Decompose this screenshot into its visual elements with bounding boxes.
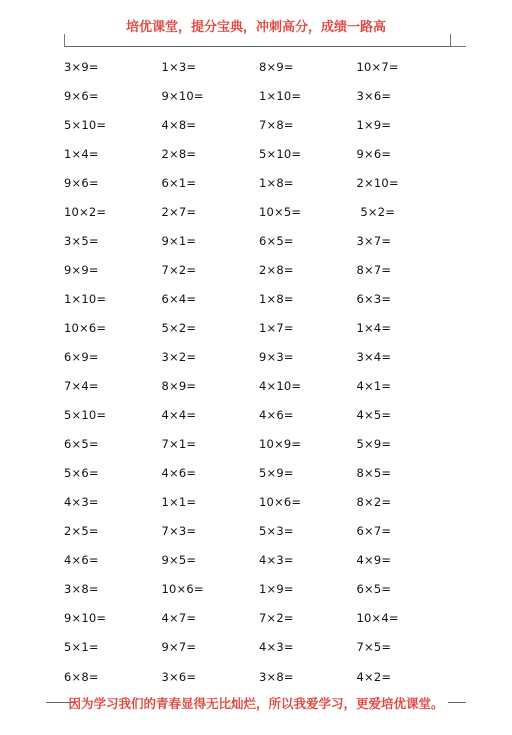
math-problem: 5×2=	[356, 204, 396, 219]
math-problem: 9×6=	[64, 88, 99, 103]
math-problem: 2×8=	[259, 262, 294, 277]
math-problem: 1×4=	[356, 320, 392, 335]
problem-row	[64, 575, 454, 604]
problem-row	[64, 633, 454, 662]
math-problem: 6×8=	[64, 669, 99, 684]
math-problem: 4×1=	[356, 379, 392, 394]
math-problem: 9×6=	[64, 175, 99, 190]
math-problem: 5×10=	[64, 408, 107, 423]
math-problem: 10×6=	[64, 320, 107, 335]
math-problem: 6×7=	[356, 524, 392, 539]
math-problem: 4×2=	[356, 669, 392, 684]
math-problem: 9×10=	[64, 611, 107, 626]
problem-row	[64, 81, 454, 110]
math-problem: 9×7=	[161, 640, 197, 655]
problem-row	[64, 284, 454, 313]
problem-row	[64, 604, 454, 633]
math-problem: 1×3=	[161, 59, 197, 74]
math-problem: 3×6=	[161, 669, 197, 684]
problem-row	[64, 52, 454, 81]
math-problem: 3×6=	[356, 88, 392, 103]
problem-row	[64, 401, 454, 430]
math-problem: 6×1=	[161, 175, 197, 190]
problem-row	[64, 139, 454, 168]
math-problem: 2×7=	[161, 204, 197, 219]
problem-row	[64, 459, 454, 488]
math-problem: 4×7=	[161, 611, 197, 626]
math-problem: 10×6=	[259, 495, 302, 510]
math-problem: 5×6=	[64, 466, 99, 481]
multiplication-worksheet	[64, 52, 454, 691]
footer-line-right	[448, 702, 466, 703]
header-rule	[64, 46, 450, 47]
math-problem: 9×1=	[161, 233, 197, 248]
math-problem: 3×8=	[259, 669, 294, 684]
math-problem: 7×2=	[259, 611, 294, 626]
math-problem: 4×9=	[356, 553, 392, 568]
math-problem: 5×9=	[356, 437, 392, 452]
math-problem: 1×4=	[64, 146, 99, 161]
math-problem: 4×4=	[161, 408, 197, 423]
math-problem: 4×3=	[259, 640, 294, 655]
math-problem: 2×10=	[356, 175, 399, 190]
math-problem: 1×8=	[259, 291, 294, 306]
math-problem: 4×6=	[64, 553, 99, 568]
math-problem: 8×5=	[356, 466, 392, 481]
math-problem: 6×9=	[64, 349, 99, 364]
problem-row	[64, 546, 454, 575]
math-problem: 6×4=	[161, 291, 197, 306]
math-problem: 1×10=	[64, 291, 107, 306]
math-problem: 6×5=	[356, 582, 392, 597]
math-problem: 3×7=	[356, 233, 392, 248]
math-problem: 2×8=	[161, 146, 197, 161]
math-problem: 10×6=	[161, 582, 204, 597]
math-problem: 1×10=	[259, 88, 302, 103]
math-problem: 5×10=	[259, 146, 302, 161]
math-problem: 10×4=	[356, 611, 399, 626]
math-problem: 4×3=	[64, 495, 99, 510]
math-problem: 7×1=	[161, 437, 197, 452]
math-problem: 10×9=	[259, 437, 302, 452]
math-problem: 4×3=	[259, 553, 294, 568]
math-problem: 7×4=	[64, 379, 99, 394]
problem-row	[64, 662, 454, 691]
math-problem: 1×7=	[259, 320, 294, 335]
math-problem: 5×3=	[259, 524, 294, 539]
header-slogan: 培优课堂，提分宝典，冲刺高分，成绩一路高	[125, 20, 386, 35]
math-problem: 3×8=	[64, 582, 99, 597]
math-problem: 1×1=	[161, 495, 197, 510]
math-problem: 1×8=	[259, 175, 294, 190]
math-problem: 4×6=	[259, 408, 294, 423]
math-problem: 9×10=	[161, 88, 204, 103]
math-problem: 6×3=	[356, 291, 392, 306]
problem-row	[64, 226, 454, 255]
math-problem: 3×2=	[161, 349, 197, 364]
math-problem: 8×9=	[259, 59, 294, 74]
math-problem: 2×5=	[64, 524, 99, 539]
math-problem: 6×5=	[259, 233, 294, 248]
problem-row	[64, 255, 454, 284]
math-problem: 3×5=	[64, 233, 99, 248]
math-problem: 5×9=	[259, 466, 294, 481]
math-problem: 7×5=	[356, 640, 392, 655]
math-problem: 9×5=	[161, 553, 197, 568]
crop-mark-top-left-v	[64, 34, 65, 47]
math-problem: 7×3=	[161, 524, 197, 539]
footer-slogan: 因为学习我们的青春显得无比灿烂，所以我爱学习，更爱培优课堂。	[68, 696, 444, 711]
problem-row	[64, 430, 454, 459]
math-problem: 4×10=	[259, 379, 302, 394]
math-problem: 9×6=	[356, 146, 392, 161]
problem-row	[64, 110, 454, 139]
math-problem: 4×5=	[356, 408, 392, 423]
math-problem: 7×2=	[161, 262, 197, 277]
math-problem: 10×2=	[64, 204, 107, 219]
math-problem: 9×3=	[259, 349, 294, 364]
math-problem: 1×9=	[259, 582, 294, 597]
problem-row	[64, 517, 454, 546]
problem-row	[64, 313, 454, 342]
problem-row	[64, 168, 454, 197]
math-problem: 6×5=	[64, 437, 99, 452]
math-problem: 4×6=	[161, 466, 197, 481]
math-problem: 3×9=	[64, 59, 99, 74]
math-problem: 5×1=	[64, 640, 99, 655]
crop-mark-top-right-h	[450, 46, 466, 47]
math-problem: 5×10=	[64, 117, 107, 132]
math-problem: 1×9=	[356, 117, 392, 132]
math-problem: 8×7=	[356, 262, 392, 277]
math-problem: 10×7=	[356, 59, 399, 74]
math-problem: 5×2=	[161, 320, 197, 335]
math-problem: 8×9=	[161, 379, 197, 394]
math-problem: 8×2=	[356, 495, 392, 510]
problem-row	[64, 372, 454, 401]
math-problem: 7×8=	[259, 117, 294, 132]
problem-row	[64, 197, 454, 226]
math-problem: 10×5=	[259, 204, 302, 219]
math-problem: 3×4=	[356, 349, 392, 364]
problem-row	[64, 342, 454, 371]
problem-row	[64, 488, 454, 517]
math-problem: 9×9=	[64, 262, 99, 277]
math-problem: 4×8=	[161, 117, 197, 132]
